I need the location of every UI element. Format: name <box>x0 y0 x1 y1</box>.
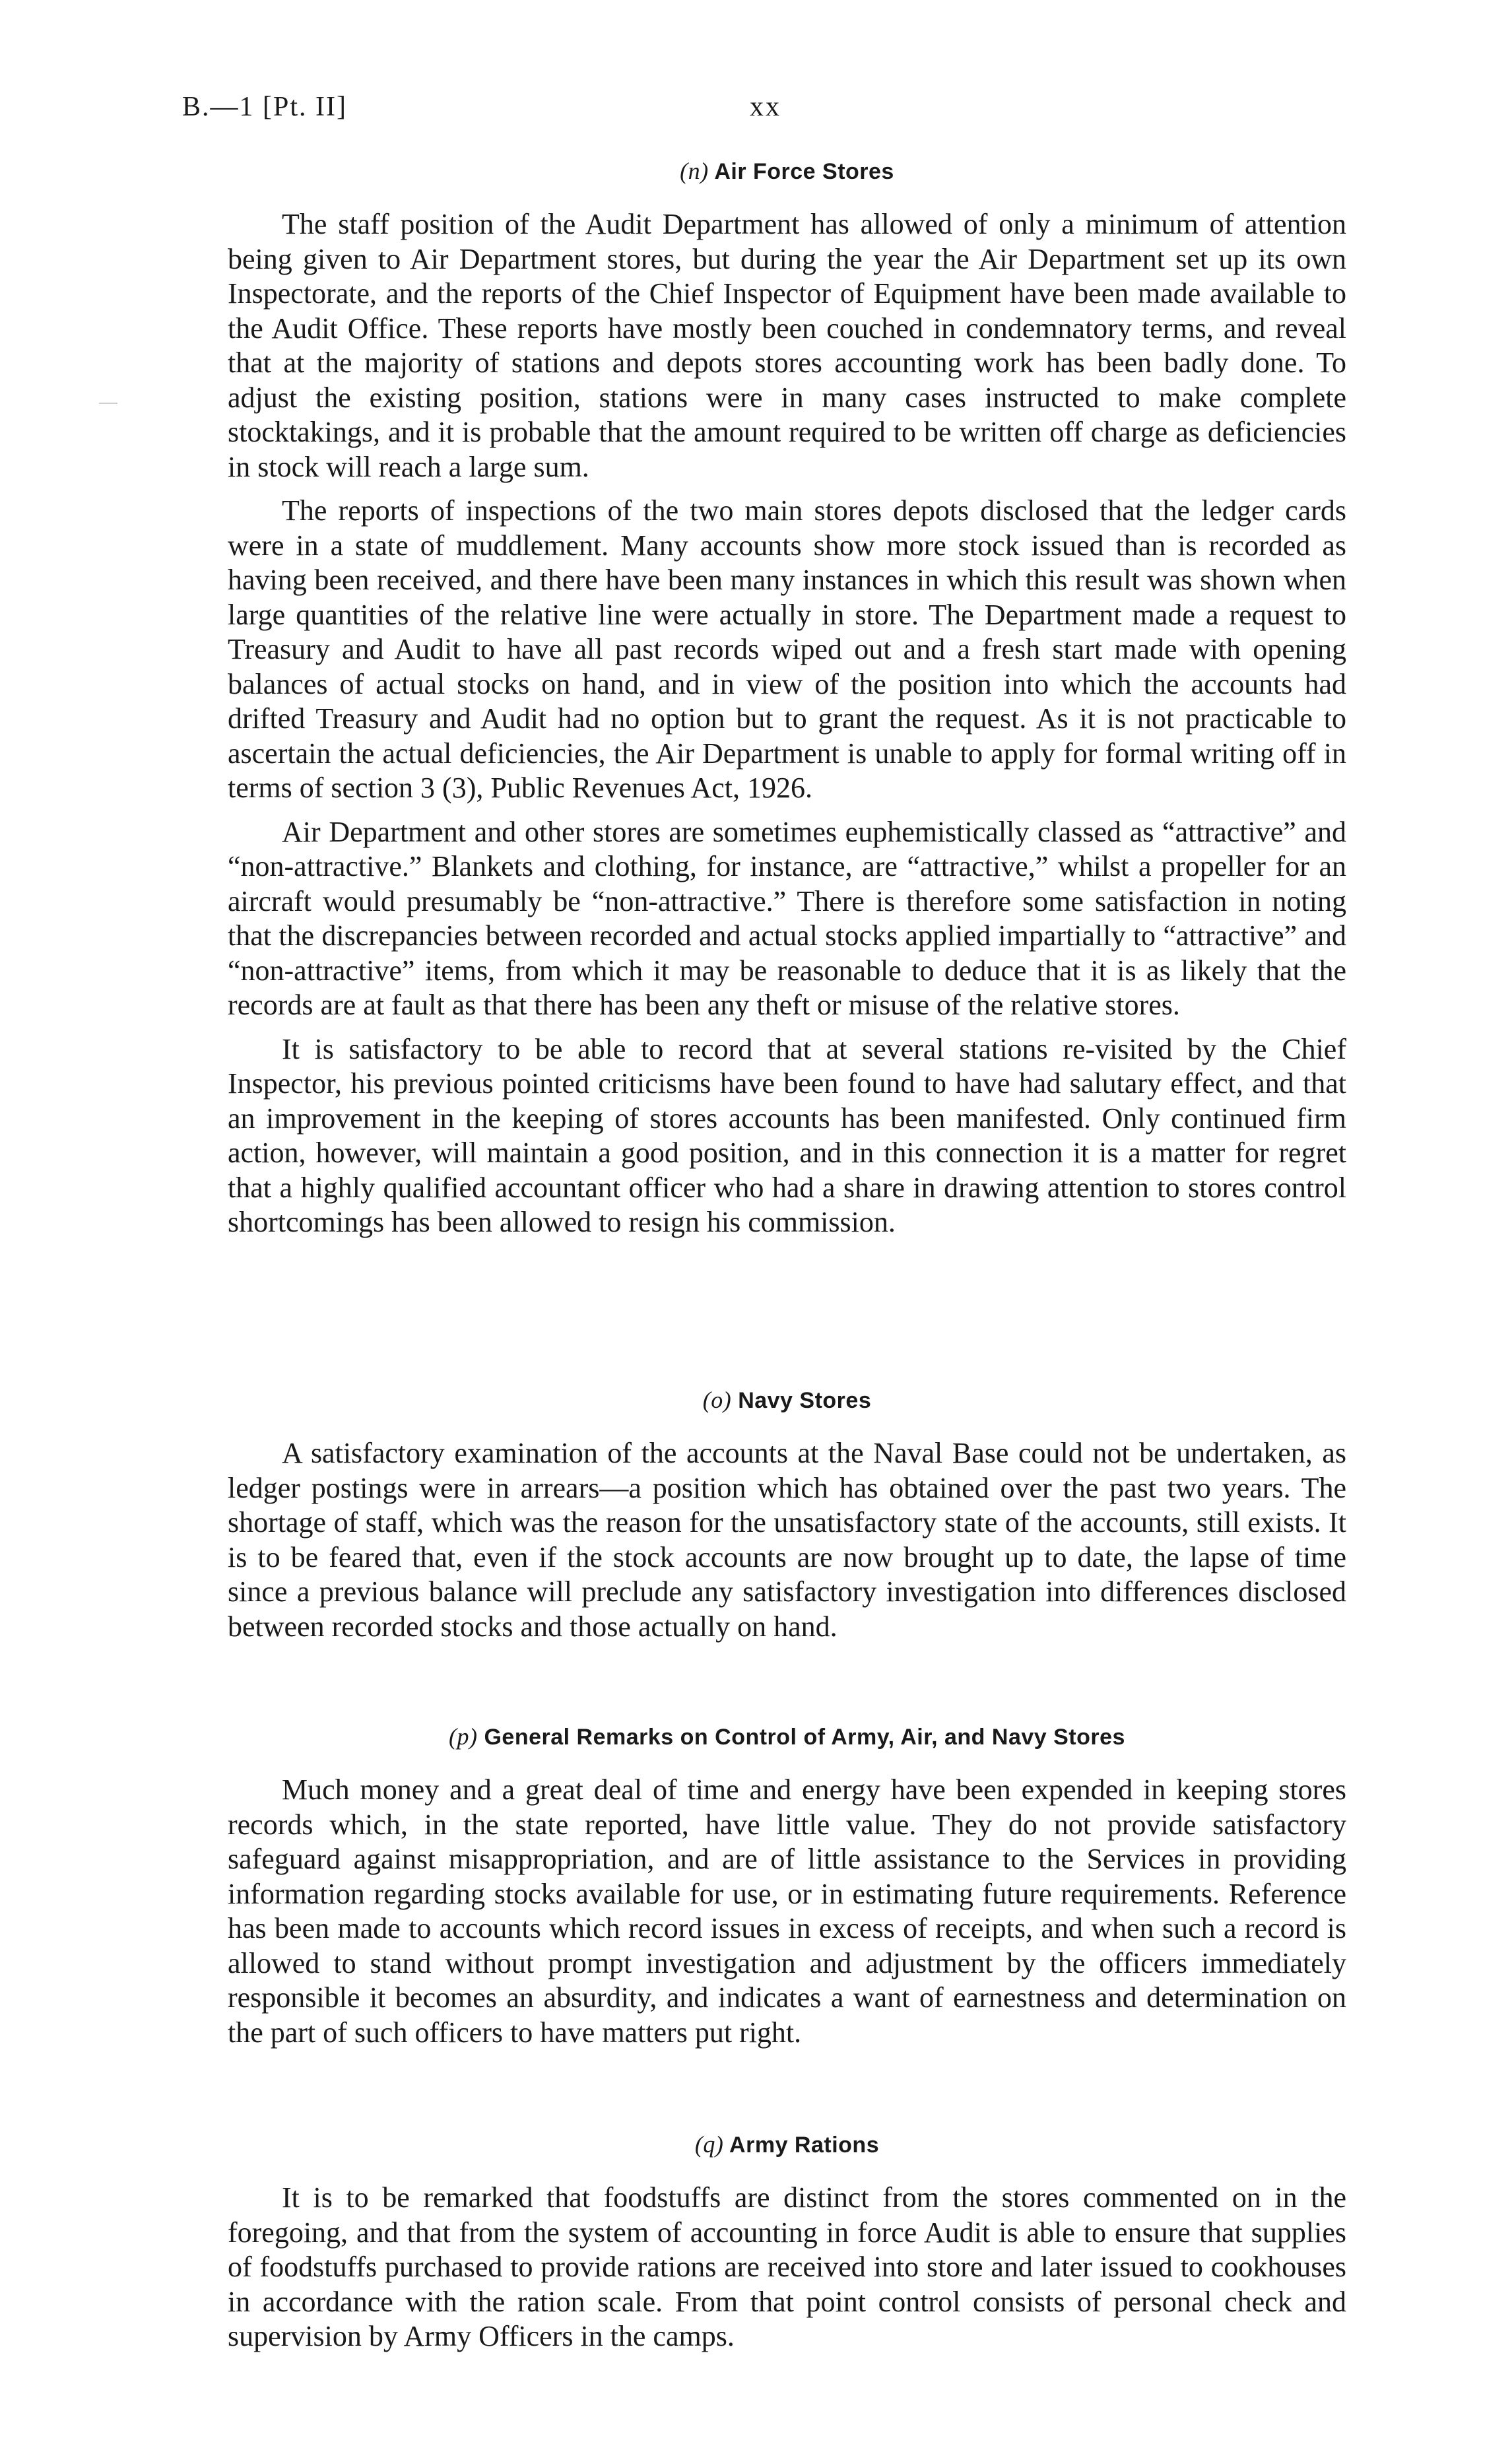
section-title: Navy Stores <box>738 1388 872 1413</box>
paragraph: It is to be remarked that foodstuffs are distinct from the stores commented on in the foregoing, and that from the system of accounting in force Audit is able to ensure that supplies of foodstuffs purchased to provide rations are received into store and later issued to cookhouses in accordance with the ration scale. From that point control consists of personal check and supervision by Army Officers in the camps. <box>228 2181 1346 2352</box>
paragraph: Air Department and other stores are sometimes euphemistically classed as “attractive” and “non-attractive.” Blankets and clothing, for instance, are “attractive,” whilst a propeller for an aircraft would presumably be “non-attractive.” There is therefore some satisfaction in noting that the discrepancies between recorded and actual stocks applied impartially to “attractive” and “non-attractive” items, from which it may be reasonable to deduce that it is as likely that the records are at fault as that there has been any theft or misuse of the relative stores. <box>228 815 1346 1021</box>
paragraph: The reports of inspections of the two main stores depots disclosed that the ledger cards were in a state of muddlement. Many accounts show more stock issued than is recorded as having been received, and there have been many instances in which this result was shown when large quantities of the relative line were actually in store. The Department made a request to Treasury and Audit to have all past records wiped out and a fresh start made with opening balances of actual stocks on hand, and in view of the position into which the accounts had drifted Treasury and Audit had no option but to grant the request. As it is not practicable to ascertain the actual deficiencies, the Air Department is unable to apply for formal writing off in terms of section 3 (3), Public Revenues Act, 1926. <box>228 494 1346 804</box>
section-label: (n) <box>680 158 709 184</box>
section-label: (p) <box>449 1723 478 1750</box>
section-title: Army Rations <box>729 2133 880 2158</box>
section-air-force-stores <box>228 157 1346 1240</box>
page-header <box>182 91 1344 131</box>
section-general-remarks <box>228 1723 1346 2050</box>
section-heading <box>228 1723 1346 1750</box>
section-navy-stores <box>228 1386 1346 1644</box>
document-reference: B.—1 [Pt. II] <box>182 92 347 122</box>
margin-mark <box>99 403 117 404</box>
section-heading <box>228 157 1346 185</box>
paragraph: Much money and a great deal of time and energy have been expended in keeping stores records which, in the state reported, have little value. They do not provide satisfactory safeguard against misappropriation, and are of little assistance to the Services in providing information regarding stocks available for use, or in estimating future requirements. Reference has been made to accounts which record issues in excess of receipts, and when such a record is allowed to stand without prompt investigation and adjustment by the officers immediately responsible it becomes an absurdity, and indicates a want of earnestness and determination on the part of such officers to have matters put right. <box>228 1773 1346 2049</box>
section-heading <box>228 1386 1346 1414</box>
page-number: xx <box>750 92 781 122</box>
section-label: (o) <box>702 1387 732 1413</box>
section-army-rations <box>228 2131 1346 2354</box>
paragraph: A satisfactory examination of the accounts at the Naval Base could not be undertaken, as ledger postings were in arrears—a position which has obtained over the past two years. The shortage of staff, which was the reason for the unsatisfactory state of the accounts, still exists. It is to be feared that, even if the stock accounts are now brought up to date, the lapse of time since a previous balance will preclude any satisfactory investigation into differences disclosed between recorded stocks and those actually on hand. <box>228 1437 1346 1643</box>
paragraph: The staff position of the Audit Department has allowed of only a minimum of attention being given to Air Department stores, but during the year the Air Department set up its own Inspectorate, and the reports of the Chief Inspector of Equipment have been made available to the Audit Office. These reports have mostly been couched in condemnatory terms, and reveal that at the majority of stations and depots stores accounting work has been badly done. To adjust the existing position, stations were in many cases instructed to make complete stocktakings, and it is probable that the amount required to be written off charge as deficiencies in stock will reach a large sum. <box>228 208 1346 483</box>
section-title: Air Force Stores <box>714 159 894 184</box>
section-label: (q) <box>694 2131 724 2158</box>
section-title: General Remarks on Control of Army, Air, and Navy Stores <box>484 1725 1125 1750</box>
paragraph: It is satisfactory to be able to record that at several stations re-visited by the Chief Inspector, his previous pointed criticisms have been found to have had salutary effect, and that an improvement in the keeping of stores accounts has been manifested. Only continued firm action, however, will maintain a good position, and in this connection it is a matter for regret that a highly qualified accountant officer who had a share in drawing attention to stores control shortcomings has been allowed to resign his commission. <box>228 1032 1346 1238</box>
section-heading <box>228 2131 1346 2158</box>
